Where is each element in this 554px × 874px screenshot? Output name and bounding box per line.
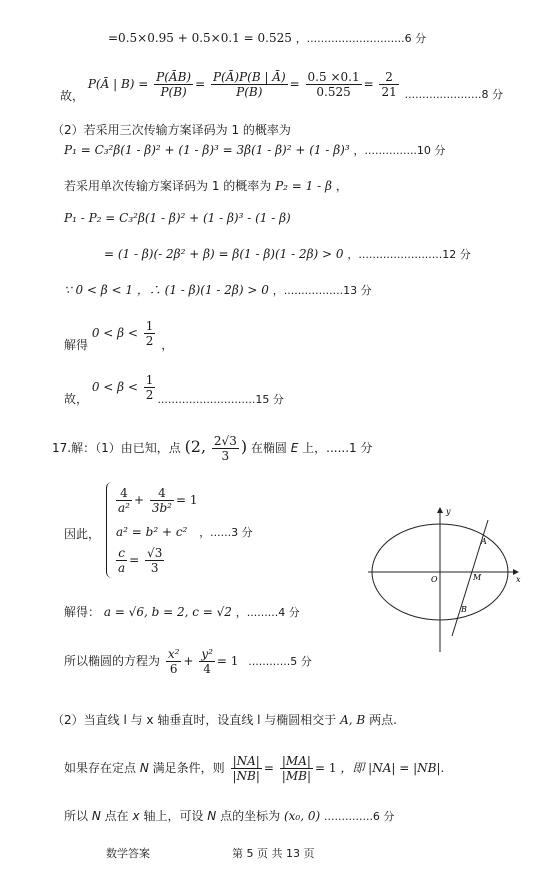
point-close: ) (240, 437, 248, 456)
score-6b: ..............6 分 (323, 810, 395, 823)
p2-comma: ， (335, 179, 348, 193)
q17-score: 上，......1 分 (302, 441, 373, 455)
points-AB: A, B (340, 713, 366, 727)
fraction-4-num: 2 (379, 70, 398, 85)
fixed-point-line (64, 748, 444, 788)
system-eq-1 (114, 486, 198, 515)
ell-plus: + (183, 654, 194, 668)
line-difference (64, 210, 291, 226)
difference-formula: P₁ - P₂ = C₃²β(1 - β)² + (1 - β)³ - (1 - β) (64, 211, 291, 225)
fraction-1-den: P(B) (160, 85, 187, 99)
fraction-4-den: 21 (381, 85, 397, 99)
point-B-label: B (461, 605, 467, 614)
score-3: ，......3 分 (199, 526, 253, 539)
p5-N2: N (207, 809, 217, 823)
final-half-fraction (144, 373, 156, 402)
p5-pre: 所以 (64, 809, 89, 823)
eq1-b-num: 4 (150, 486, 174, 501)
ma-mb-frac (280, 754, 313, 783)
score-6: ，............................6 分 (295, 32, 427, 45)
solve-comma: ， (161, 338, 174, 352)
score-15: ............................15 分 (157, 393, 284, 406)
eq3-rden: 3 (150, 561, 159, 575)
point-A-label: A (481, 537, 487, 546)
q17-part2-end: 两点. (369, 713, 397, 727)
fixed-point-pre: 如果存在定点 (64, 761, 137, 775)
system-eq-3 (114, 546, 166, 575)
footer-subject: 数学答案 (106, 847, 150, 860)
final-label: 故， (64, 392, 89, 406)
eq1-frac-b (150, 486, 174, 515)
fraction-2-num: P(Ā)P(B | Ā) (212, 70, 286, 84)
ellipse-eq-label: 所以椭圆的方程为 (64, 654, 161, 668)
ratio-eq: = (263, 761, 274, 775)
na-nb-frac (231, 754, 262, 783)
fraction-1-num: P(ĀB) (156, 70, 192, 84)
nb-den: |NB| (232, 769, 260, 783)
eq1-frac-a (116, 486, 132, 515)
q17-part2-text: （2）当直线 l 与 x 轴垂直时，设直线 l 与椭圆相交于 (52, 713, 337, 727)
p5-mid: 点在 (104, 809, 129, 823)
line-final-beta (64, 372, 284, 406)
system-label: 因此， (64, 527, 101, 541)
fraction-3-den: 0.525 (316, 85, 351, 99)
x-axis-label: x (516, 575, 521, 584)
p5-mid2: 轴上，可设 (143, 809, 204, 823)
fraction-1 (154, 70, 193, 99)
half-fraction (144, 319, 156, 348)
point-M-label: M (473, 573, 482, 582)
p5-N: N (91, 809, 101, 823)
solve-abc-label: 解得： (64, 605, 101, 619)
half-den: 2 (145, 334, 154, 348)
ellipse-figure (360, 500, 530, 660)
eq3-rhs-frac (145, 546, 164, 575)
eq3-frac (116, 546, 127, 575)
eq3-num: c (116, 546, 127, 561)
line-solve-beta (64, 318, 174, 352)
conditional-lhs: P(Ā | B) = (87, 77, 149, 91)
q17-line (52, 430, 373, 465)
system-brace (106, 482, 113, 578)
ratio-rhs: = 1 (315, 761, 337, 775)
solve-label: 解得 (64, 338, 89, 352)
mb-den: |MB| (281, 769, 311, 783)
line-because (64, 282, 372, 299)
eq1-a-num: 4 (116, 486, 132, 501)
probability-sum-formula: =0.5×0.95 + 0.5×0.1 = 0.525 (108, 31, 292, 45)
ellipse-x-frac (166, 647, 182, 676)
eq3-eq: = (129, 553, 140, 567)
line-probability-sum (108, 30, 426, 47)
fraction-4 (379, 70, 398, 99)
solve-abc-math: a = √6, b = 2, c = √2 (103, 605, 232, 619)
eq3-den: a (118, 561, 126, 575)
fraction-3 (306, 70, 362, 99)
na-num: |NA| (231, 754, 262, 769)
ell-x-den: 6 (169, 662, 178, 676)
origin-label: O (431, 575, 438, 584)
q17-part2-line (52, 712, 397, 728)
n-on-x-axis-line (64, 808, 394, 825)
ellipse-equation-line (64, 644, 312, 679)
y-axis-label: y (446, 507, 451, 516)
eq2: a² = b² + c² (116, 525, 188, 539)
fraction-3-num: 0.5 ×0.1 (307, 70, 360, 84)
point-num: 2√3 (213, 434, 237, 448)
ell-y-num: y² (201, 647, 213, 661)
single-transmission-text: 若采用单次传输方案译码为 1 的概率为 (64, 179, 272, 193)
line-conditional-probability: 故， P(Ā | B) = $\frac{P(ĀB)}{P(B)}$ = $\frac{P(Ā)P(B | Ā)}{P(B)}$ = $\frac{0.5 \times 0.1}{0.525}$ = $\frac{2}{21}$ ......................8 分 (60, 70, 504, 103)
p5-x: x (132, 809, 140, 823)
eq1-a-den: a² (118, 501, 130, 515)
point-fraction (212, 434, 239, 463)
score-8: ......................8 分 (404, 88, 504, 101)
final-half-num: 1 (145, 373, 154, 387)
footer-page: 第 5 页 共 13 页 (232, 847, 315, 860)
line-p2 (64, 178, 348, 194)
because-math: ∵ 0 < β < 1 (64, 283, 134, 297)
p1-formula: P₁ = C₃²β(1 - β)² + (1 - β)³ = 3β(1 - β)² + (1 - β)³ (64, 143, 350, 157)
difference-factored: = (1 - β)(- 2β² + β) = β(1 - β)(1 - 2β) > 0 (104, 247, 344, 261)
p2-formula: P₂ = 1 - β (275, 179, 332, 193)
fraction-2 (211, 70, 288, 99)
eq1-rhs: = 1 (176, 493, 198, 507)
solve-line (64, 604, 300, 621)
line-difference-2 (104, 246, 471, 263)
point-den: 3 (221, 449, 230, 463)
part-2-title: （2）若采用三次传输方案译码为 1 的概率为 (52, 123, 291, 137)
score-13: ，.................13 分 (272, 284, 372, 297)
fixed-point-mid: 满足条件，则 (152, 761, 225, 775)
final-half-den: 2 (145, 388, 154, 402)
eq3-rnum: √3 (147, 546, 163, 560)
ellipse-y-frac (199, 647, 215, 676)
half-num: 1 (145, 319, 154, 333)
ell-rhs: = 1 (216, 654, 239, 668)
fraction-2-den: P(B) (236, 85, 263, 99)
solve-beta-math: 0 < β < (91, 326, 138, 340)
score-5: ............5 分 (248, 655, 312, 668)
fixed-point-N: N (139, 761, 149, 775)
na-equals-nb: ，即 |NA| = |NB|. (340, 761, 445, 775)
ell-y-den: 4 (203, 662, 211, 676)
q17-on: 在椭圆 (250, 441, 287, 455)
therefore-math: ，∴ (1 - β)(1 - 2β) > 0 (136, 283, 269, 297)
point-open: (2, (184, 437, 207, 456)
eq1-plus: + (133, 493, 145, 507)
p5-coord: (x₀, 0) (283, 809, 321, 823)
ell-x-num: x² (167, 647, 180, 661)
therefore-label: 故， (60, 89, 85, 103)
line-p1 (64, 142, 445, 159)
system-eq-2 (116, 524, 253, 541)
score-12: ，........................12 分 (347, 248, 471, 261)
ma-num: |MA| (280, 754, 313, 769)
q17-label: 17.解：（1）由已知，点 (52, 441, 181, 455)
eq1-b-den: 3b² (151, 501, 172, 515)
score-4: ，.........4 分 (235, 606, 300, 619)
p5-mid3: 点的坐标为 (220, 809, 281, 823)
final-beta-math: 0 < β < (91, 380, 138, 394)
score-10: ，...............10 分 (353, 144, 446, 157)
ellipse-name: E (290, 441, 299, 455)
